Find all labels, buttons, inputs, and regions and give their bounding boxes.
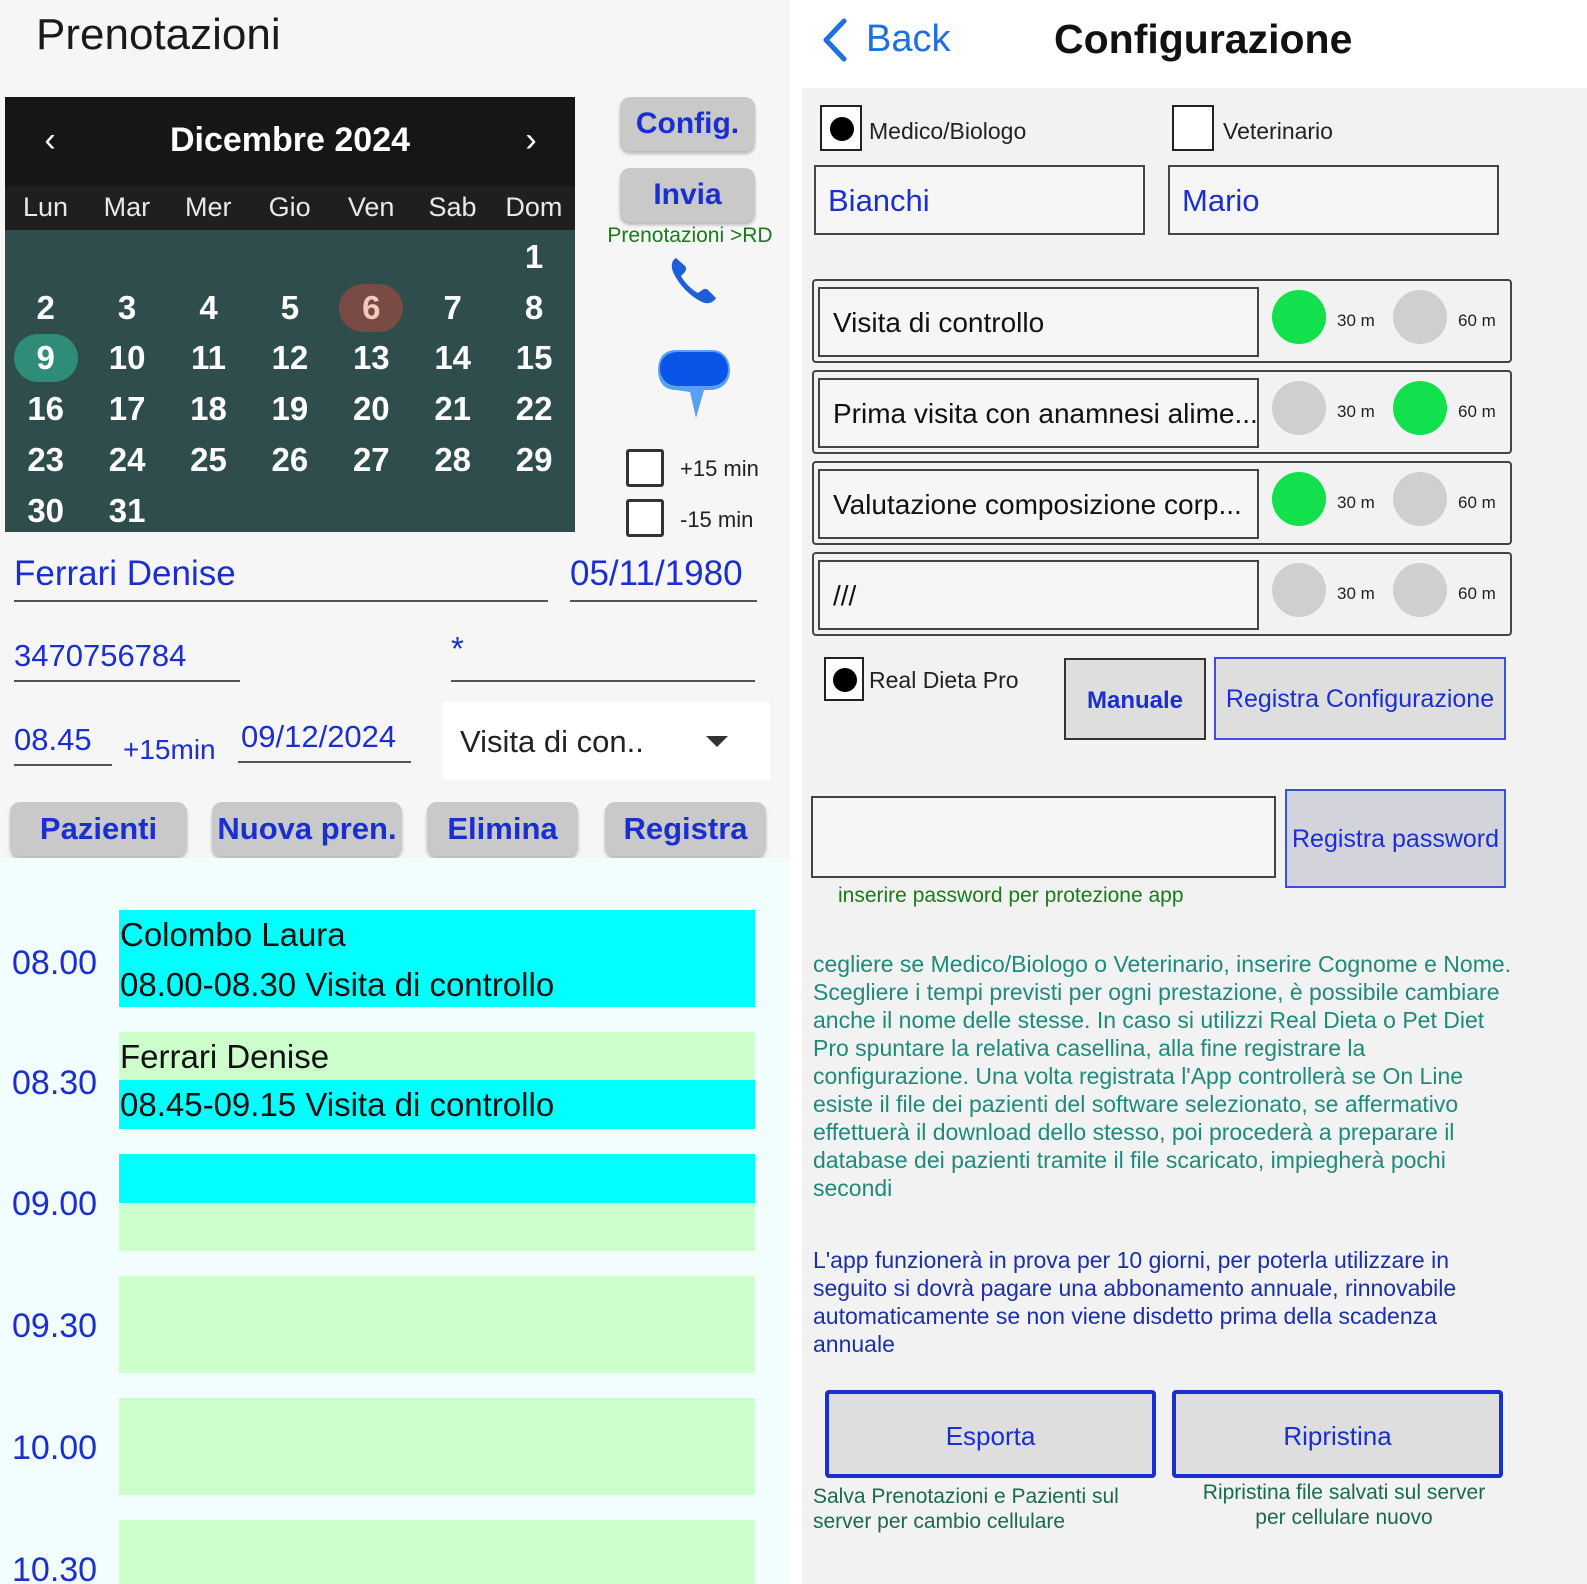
prenotazioni-screen	[0, 0, 790, 1584]
patient-name-underline	[14, 600, 548, 602]
calendar-day[interactable]: 13	[352, 339, 390, 377]
invia-button[interactable]: Invia	[620, 168, 755, 222]
calendar-day[interactable]: 9	[14, 334, 78, 382]
time-field[interactable]: 08.45	[14, 722, 92, 757]
minus15-checkbox[interactable]	[626, 499, 664, 537]
esporta-description: Salva Prenotazioni e Pazienti sul server per cambio cellulare	[813, 1485, 1119, 1533]
calendar-day[interactable]: 27	[352, 440, 390, 478]
weekday-label: Gio	[268, 192, 311, 222]
calendar-day[interactable]: 18	[190, 390, 227, 428]
appointment-detail: 08.45-09.15 Visita di controllo	[120, 1086, 555, 1123]
weekday-header	[5, 186, 575, 230]
nav-bar	[802, 0, 1587, 88]
calendar-day[interactable]: 8	[524, 288, 544, 326]
phone-icon[interactable]	[668, 254, 718, 306]
calendar-day[interactable]: 14	[434, 339, 472, 377]
service-name-field[interactable]	[818, 378, 1259, 448]
medico-radio[interactable]	[820, 105, 862, 151]
pazienti-button[interactable]: Pazienti	[10, 802, 187, 856]
duration-30-label: 30 m	[1337, 584, 1375, 603]
weekday-label: Lun	[22, 192, 69, 222]
page-title: Prenotazioni	[36, 10, 281, 59]
duration-60-label: 60 m	[1458, 311, 1496, 330]
notes-underline	[451, 680, 755, 682]
header	[0, 0, 790, 96]
hour-label: 09.00	[12, 1185, 98, 1223]
weekday-label: Dom	[505, 192, 563, 222]
hour-label: 08.30	[12, 1064, 98, 1102]
time-slot[interactable]	[119, 1398, 755, 1495]
calendar-day[interactable]: 4	[199, 288, 218, 326]
appointment-slot[interactable]	[119, 1080, 755, 1129]
calendar-day[interactable]: 15	[515, 339, 553, 377]
birth-date-field[interactable]: 05/11/1980	[570, 554, 743, 593]
elimina-button[interactable]: Elimina	[427, 802, 578, 856]
nuova-prenotazione-button[interactable]: Nuova pren.	[212, 802, 402, 856]
appointment-slot[interactable]	[119, 910, 755, 1007]
radio-dot	[833, 668, 857, 692]
ripristina-description: Ripristina file salvati sul server per cellulare nuovo	[1202, 1481, 1486, 1529]
firstname-field[interactable]	[1168, 165, 1499, 235]
registra-configurazione-button[interactable]: Registra Configurazione	[1214, 657, 1506, 740]
calendar-day[interactable]: 7	[443, 288, 462, 326]
calendar-day[interactable]: 22	[515, 390, 553, 428]
service-name: ///	[833, 580, 857, 611]
calendar-day[interactable]: 25	[190, 440, 227, 478]
calendar-day[interactable]: 29	[515, 440, 553, 478]
surname-value: Bianchi	[828, 183, 930, 218]
service-row	[812, 461, 1512, 545]
time-slot[interactable]	[119, 1154, 755, 1203]
duration-60-label: 60 m	[1458, 493, 1496, 512]
surname-field[interactable]	[814, 165, 1145, 235]
calendar-day[interactable]: 12	[271, 339, 309, 377]
ripristina-button[interactable]: Ripristina	[1172, 1390, 1503, 1478]
hour-label: 08.00	[12, 944, 98, 982]
service-row	[812, 552, 1512, 636]
calendar-day[interactable]: 21	[434, 390, 472, 428]
service-name-field[interactable]	[818, 469, 1259, 539]
veterinario-radio[interactable]	[1172, 105, 1214, 151]
weekday-label: Mer	[185, 192, 232, 222]
phone-field[interactable]: 3470756784	[14, 638, 187, 673]
hour-label: 09.30	[12, 1307, 98, 1345]
next-month-button[interactable]: ›	[525, 121, 537, 159]
manuale-button[interactable]: Manuale	[1064, 658, 1206, 740]
password-field[interactable]	[811, 796, 1276, 878]
hour-label: 10.00	[12, 1429, 98, 1467]
calendar-day[interactable]: 11	[191, 339, 226, 377]
duration-30-toggle[interactable]	[1272, 290, 1326, 344]
realdieta-checkbox[interactable]	[824, 657, 864, 701]
password-hint: inserire password per protezione app	[838, 884, 1184, 907]
calendar	[5, 97, 575, 532]
duration-60-toggle[interactable]	[1393, 563, 1447, 617]
trial-notice: L'app funzionerà in prova per 10 giorni, per poterla utilizzare in seguito si dovrà pagare una abbonamento annuale, rinnovabile automaticamente se non viene disdetto prima della scadenza annuale	[813, 1247, 1457, 1357]
plus15-time-label: +15min	[123, 734, 216, 765]
service-name-field[interactable]	[818, 287, 1259, 357]
veterinario-label: Veterinario	[1223, 118, 1333, 144]
weekday-label: Ven	[347, 192, 395, 222]
patient-name-field[interactable]: Ferrari Denise	[14, 554, 236, 593]
calendar-day[interactable]: 24	[108, 440, 146, 478]
back-button[interactable]: Back	[866, 18, 951, 60]
firstname-value: Mario	[1182, 183, 1260, 218]
config-instructions: cegliere se Medico/Biologo o Veterinario, inserire Cognome e Nome. Scegliere i tempi previsti per ogni prestazione, è possibile cambiare anche il nome delle stesse. In caso si utilizzi Real Dieta o Pet Diet Pro spuntare la relativa casellina, alla fine registrare la configurazione. Una volta registrata l'App controllerà se On Line esiste il file dei pazienti del software selezionato, se affermativo effettuerà il download dello stesso, poi procederà a preparare il database dei pazienti tramite il file scaricato, impiegherà pochi secondi	[813, 951, 1512, 1201]
duration-30-label: 30 m	[1337, 402, 1375, 421]
appointment-patient: Ferrari Denise	[120, 1038, 330, 1075]
calendar-month-label: Dicembre 2024	[169, 121, 411, 159]
calendar-day[interactable]: 31	[108, 491, 146, 529]
calendar-day[interactable]: 17	[108, 390, 146, 428]
registra-button[interactable]: Registra	[605, 802, 766, 856]
calendar-day[interactable]: 10	[108, 339, 146, 377]
appointment-slot[interactable]	[119, 1032, 755, 1080]
birth-date-underline	[570, 600, 757, 602]
duration-30-toggle[interactable]	[1272, 381, 1326, 435]
notes-field[interactable]: *	[451, 630, 464, 667]
calendar-day[interactable]: 3	[117, 288, 137, 326]
calendar-day[interactable]: 1	[524, 238, 544, 275]
panel-divider	[790, 0, 802, 1584]
plus15-checkbox[interactable]	[626, 449, 664, 487]
service-row	[812, 279, 1512, 363]
configurazione-screen	[802, 0, 1587, 1584]
appointment-detail: 08.00-08.30 Visita di controllo	[120, 966, 555, 1003]
esporta-button[interactable]: Esporta	[825, 1390, 1156, 1478]
service-name-field[interactable]	[818, 560, 1259, 630]
phone-underline	[14, 680, 240, 682]
calendar-day[interactable]: 28	[434, 440, 472, 478]
service-name: Prima visita con anamnesi alime...	[833, 398, 1258, 429]
radio-dot	[830, 117, 854, 141]
duration-60-label: 60 m	[1458, 584, 1496, 603]
time-slot[interactable]	[119, 1520, 755, 1584]
registra-password-button[interactable]: Registra password	[1285, 789, 1506, 888]
weekday-label: Sab	[428, 192, 477, 222]
time-slot[interactable]	[119, 1203, 755, 1251]
duration-60-label: 60 m	[1458, 402, 1496, 421]
duration-30-label: 30 m	[1337, 311, 1375, 330]
config-button[interactable]: Config.	[620, 97, 755, 151]
visit-type-select[interactable]	[443, 702, 770, 780]
calendar-header	[5, 97, 575, 186]
chat-bubble-icon[interactable]	[656, 346, 732, 420]
time-underline	[14, 764, 112, 766]
weekday-label: Mar	[103, 192, 151, 222]
calendar-day[interactable]: 6	[339, 284, 403, 332]
invia-subtitle: Prenotazioni >RD	[607, 224, 773, 247]
calendar-day[interactable]: 23	[27, 440, 65, 478]
duration-60-toggle[interactable]	[1393, 290, 1447, 344]
plus15-label: +15 min	[680, 456, 759, 481]
time-slot[interactable]	[119, 1276, 755, 1373]
hour-label: 10.30	[12, 1551, 98, 1584]
visit-type-value: Visita di con..	[460, 724, 644, 759]
service-name: Visita di controllo	[833, 307, 1045, 338]
service-row	[812, 370, 1512, 454]
chevron-left-icon[interactable]	[820, 18, 850, 62]
calendar-day[interactable]: 16	[27, 390, 65, 428]
service-name: Valutazione composizione corp...	[833, 489, 1242, 520]
dropdown-caret-icon	[706, 736, 728, 747]
prev-month-button[interactable]: ‹	[44, 121, 56, 159]
realdieta-label: Real Dieta Pro	[869, 667, 1019, 693]
minus15-label: -15 min	[680, 507, 754, 532]
calendar-day[interactable]: 2	[36, 288, 55, 326]
calendar-day[interactable]: 5	[280, 288, 300, 326]
appointment-patient: Colombo Laura	[120, 916, 346, 953]
duration-30-toggle[interactable]	[1272, 472, 1326, 526]
calendar-day[interactable]: 26	[271, 440, 309, 478]
page-title: Configurazione	[1054, 16, 1353, 62]
duration-60-toggle[interactable]	[1393, 381, 1447, 435]
date-field[interactable]: 09/12/2024	[241, 719, 397, 754]
calendar-day[interactable]: 30	[27, 491, 65, 529]
duration-30-label: 30 m	[1337, 493, 1375, 512]
date-underline	[238, 761, 411, 763]
duration-60-toggle[interactable]	[1393, 472, 1447, 526]
calendar-day[interactable]: 20	[352, 390, 390, 428]
duration-30-toggle[interactable]	[1272, 563, 1326, 617]
calendar-day[interactable]: 19	[271, 390, 309, 428]
daily-schedule	[0, 858, 790, 1584]
medico-label: Medico/Biologo	[869, 118, 1027, 144]
